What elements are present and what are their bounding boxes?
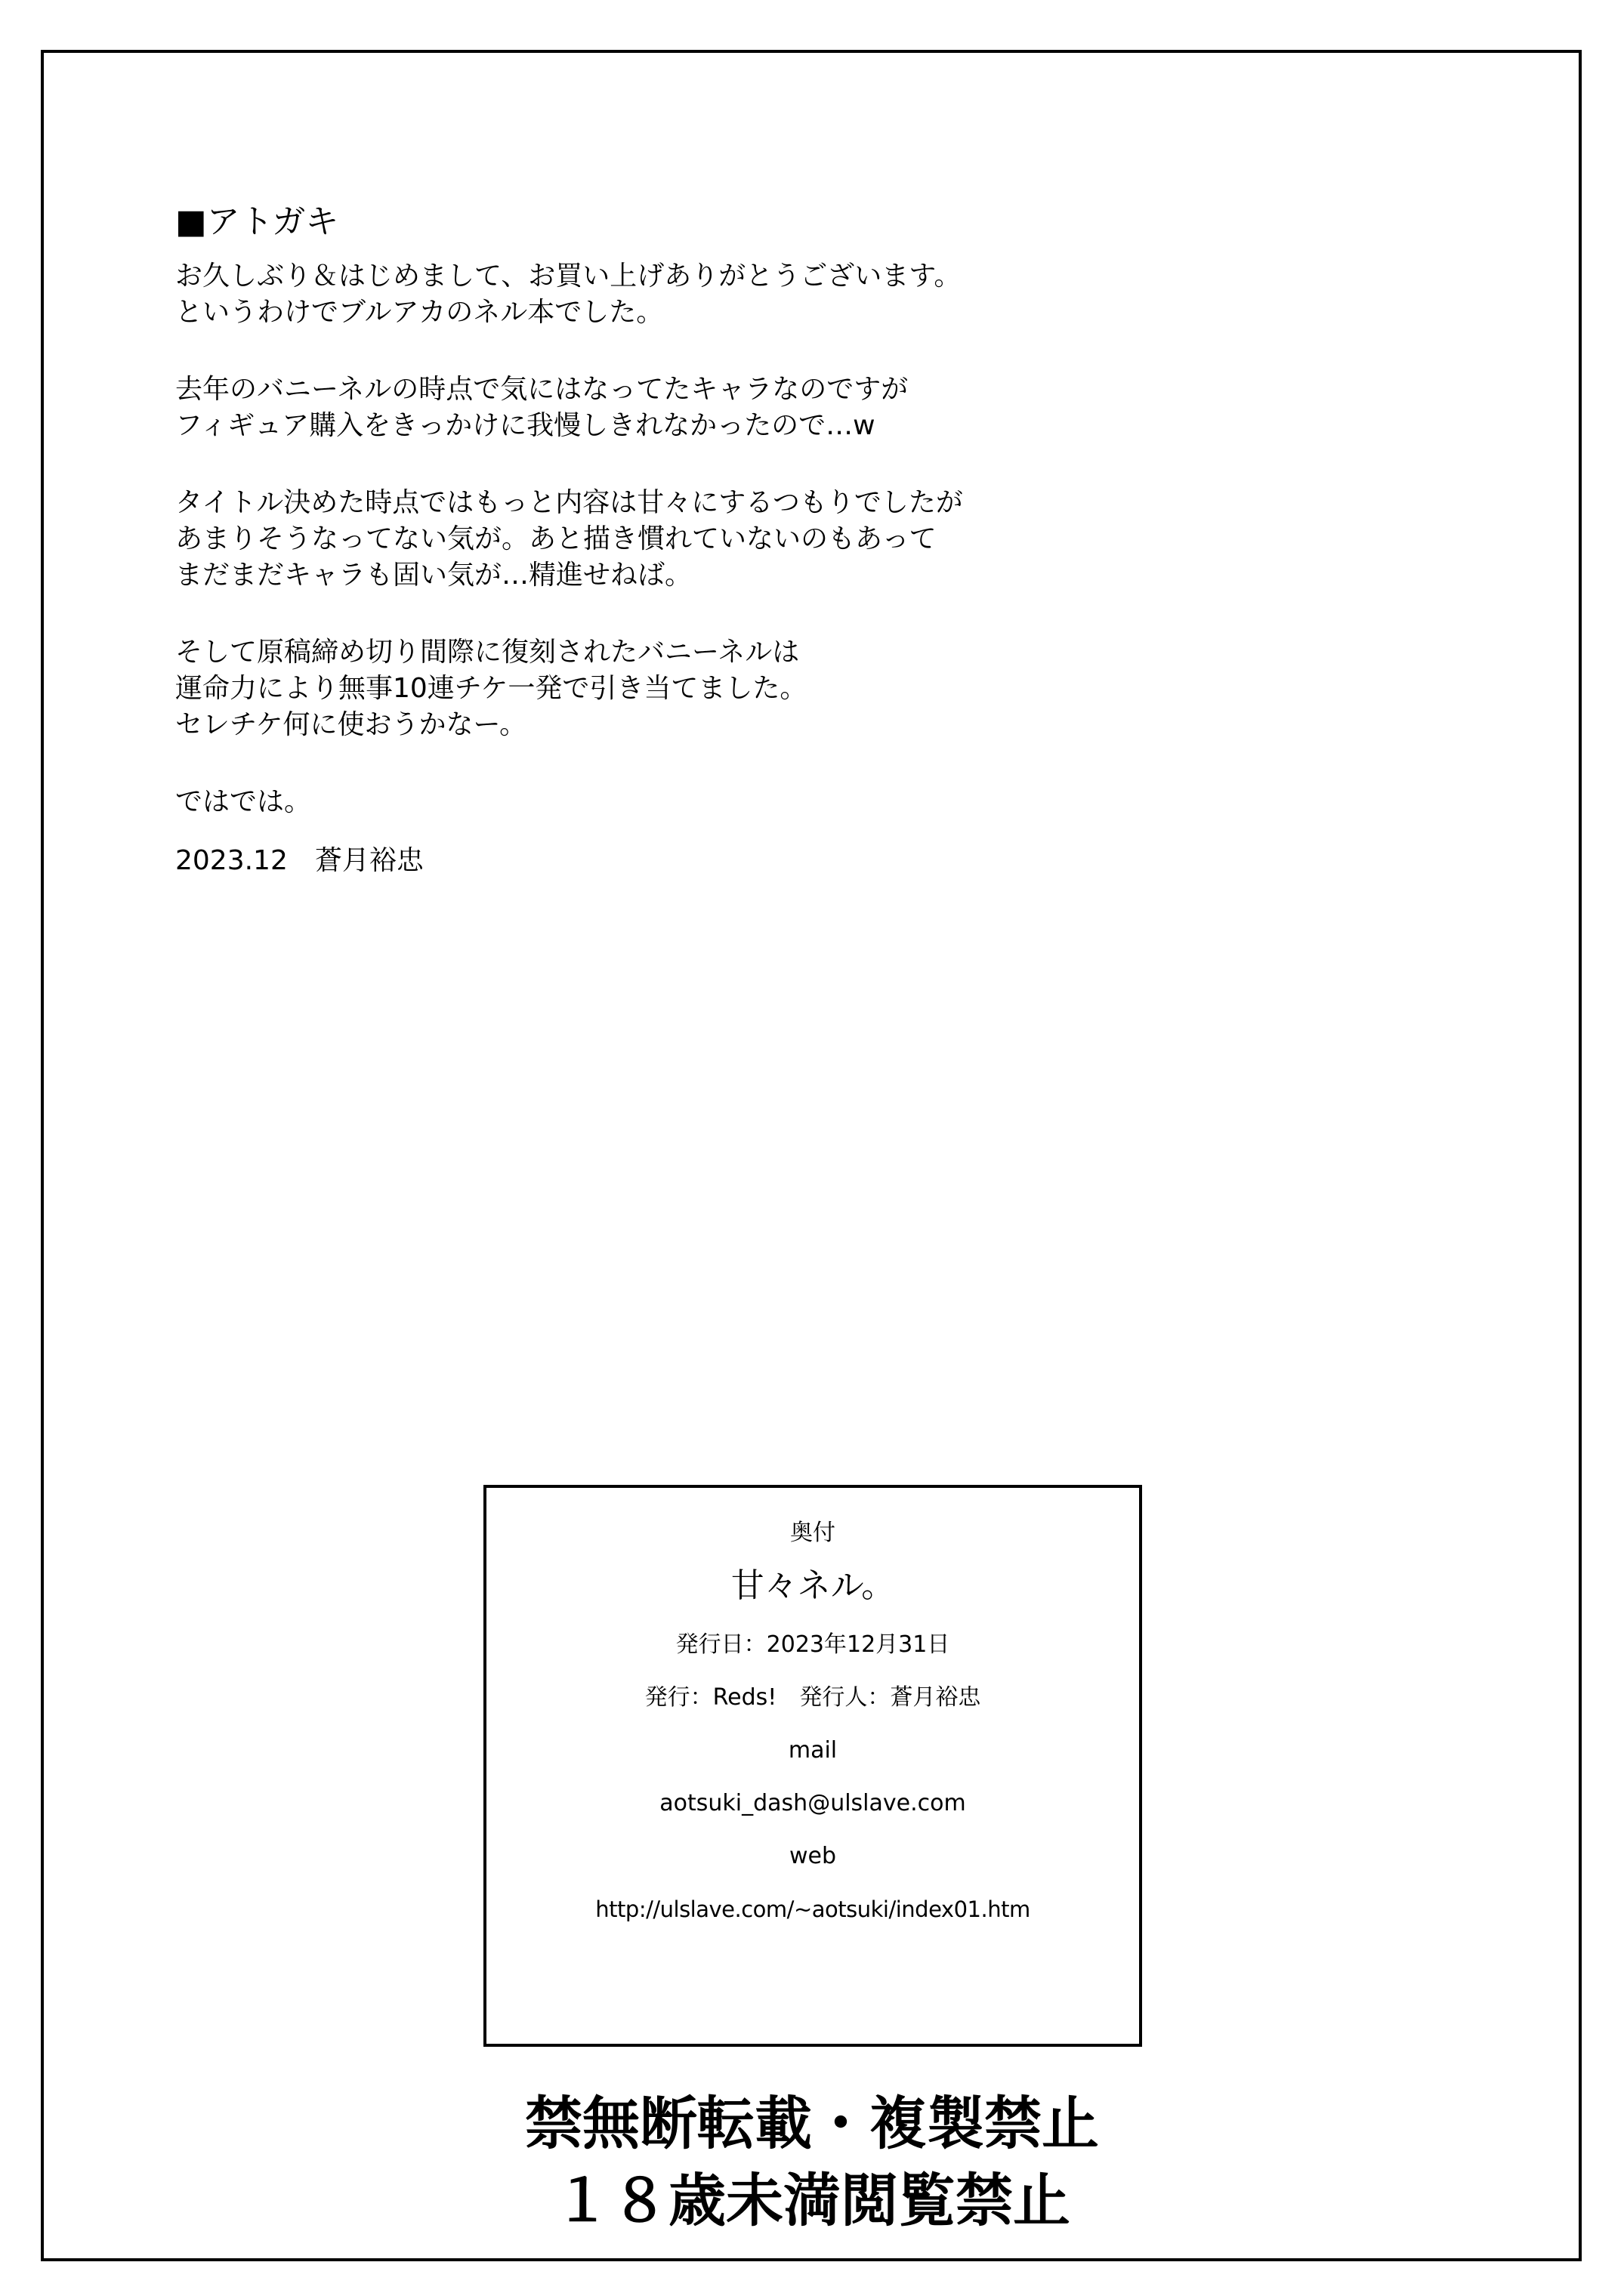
afterword-line: お久しぶり＆はじめまして、お買い上げありがとうございます。	[175, 261, 962, 292]
colophon-title: 甘々ネル。	[730, 1566, 895, 1605]
colophon-mail-label: mail	[788, 1737, 838, 1764]
signature-author: 蒼月裕忠	[314, 845, 424, 876]
notice-age-restriction: １８歳未満閲覧禁止	[554, 2167, 1070, 2234]
colophon-box	[483, 1485, 1142, 2047]
afterword-paragraph	[175, 372, 1308, 444]
afterword-section	[175, 190, 1308, 879]
afterword-line: ではでは。	[175, 786, 312, 817]
afterword-line: というわけでブルアカのネル本でした。	[175, 297, 664, 328]
afterword-signature	[175, 843, 1308, 879]
afterword-line: そして原稿締め切り間際に復刻されたバニーネルは	[175, 637, 800, 668]
colophon-publish-date: 発行日：2023年12月31日	[675, 1631, 950, 1658]
afterword-line: フィギュア購入をきっかけに我慢しきれなかったので…w	[175, 410, 875, 441]
colophon-web: http://ulslave.com/~aotsuki/index01.htm	[595, 1896, 1030, 1922]
colophon-mail: aotsuki_dash@ulslave.com	[659, 1790, 966, 1816]
afterword-line: まだまだキャラも固い気が…精進せねば。	[175, 560, 693, 591]
afterword-line: セレチケ何に使おうかなー。	[175, 709, 527, 740]
afterword-line: 運命力により無事10連チケ一発で引き当てました。	[175, 673, 807, 704]
notice-no-reproduction: 禁無断転載・複製禁止	[525, 2090, 1099, 2157]
colophon-web-label: web	[789, 1843, 837, 1869]
signature-date: 2023.12	[175, 845, 288, 876]
colophon-label: 奥付	[790, 1520, 835, 1546]
afterword-line: タイトル決めた時点ではもっと内容は甘々にするつもりでしたが	[175, 487, 963, 518]
afterword-heading: ■アトガキ	[175, 202, 339, 241]
afterword-paragraph	[175, 485, 1308, 594]
afterword-paragraph	[175, 634, 1308, 743]
afterword-paragraph	[175, 784, 1308, 820]
colophon-publisher: 発行：Reds! 発行人：蒼月裕忠	[644, 1684, 981, 1711]
afterword-line: あまりそうなってない気が。あと描き慣れていないのもあって	[175, 523, 937, 554]
afterword-paragraph	[175, 258, 1308, 331]
afterword-line: 去年のバニーネルの時点で気にはなってたキャラなのですが	[175, 374, 909, 405]
